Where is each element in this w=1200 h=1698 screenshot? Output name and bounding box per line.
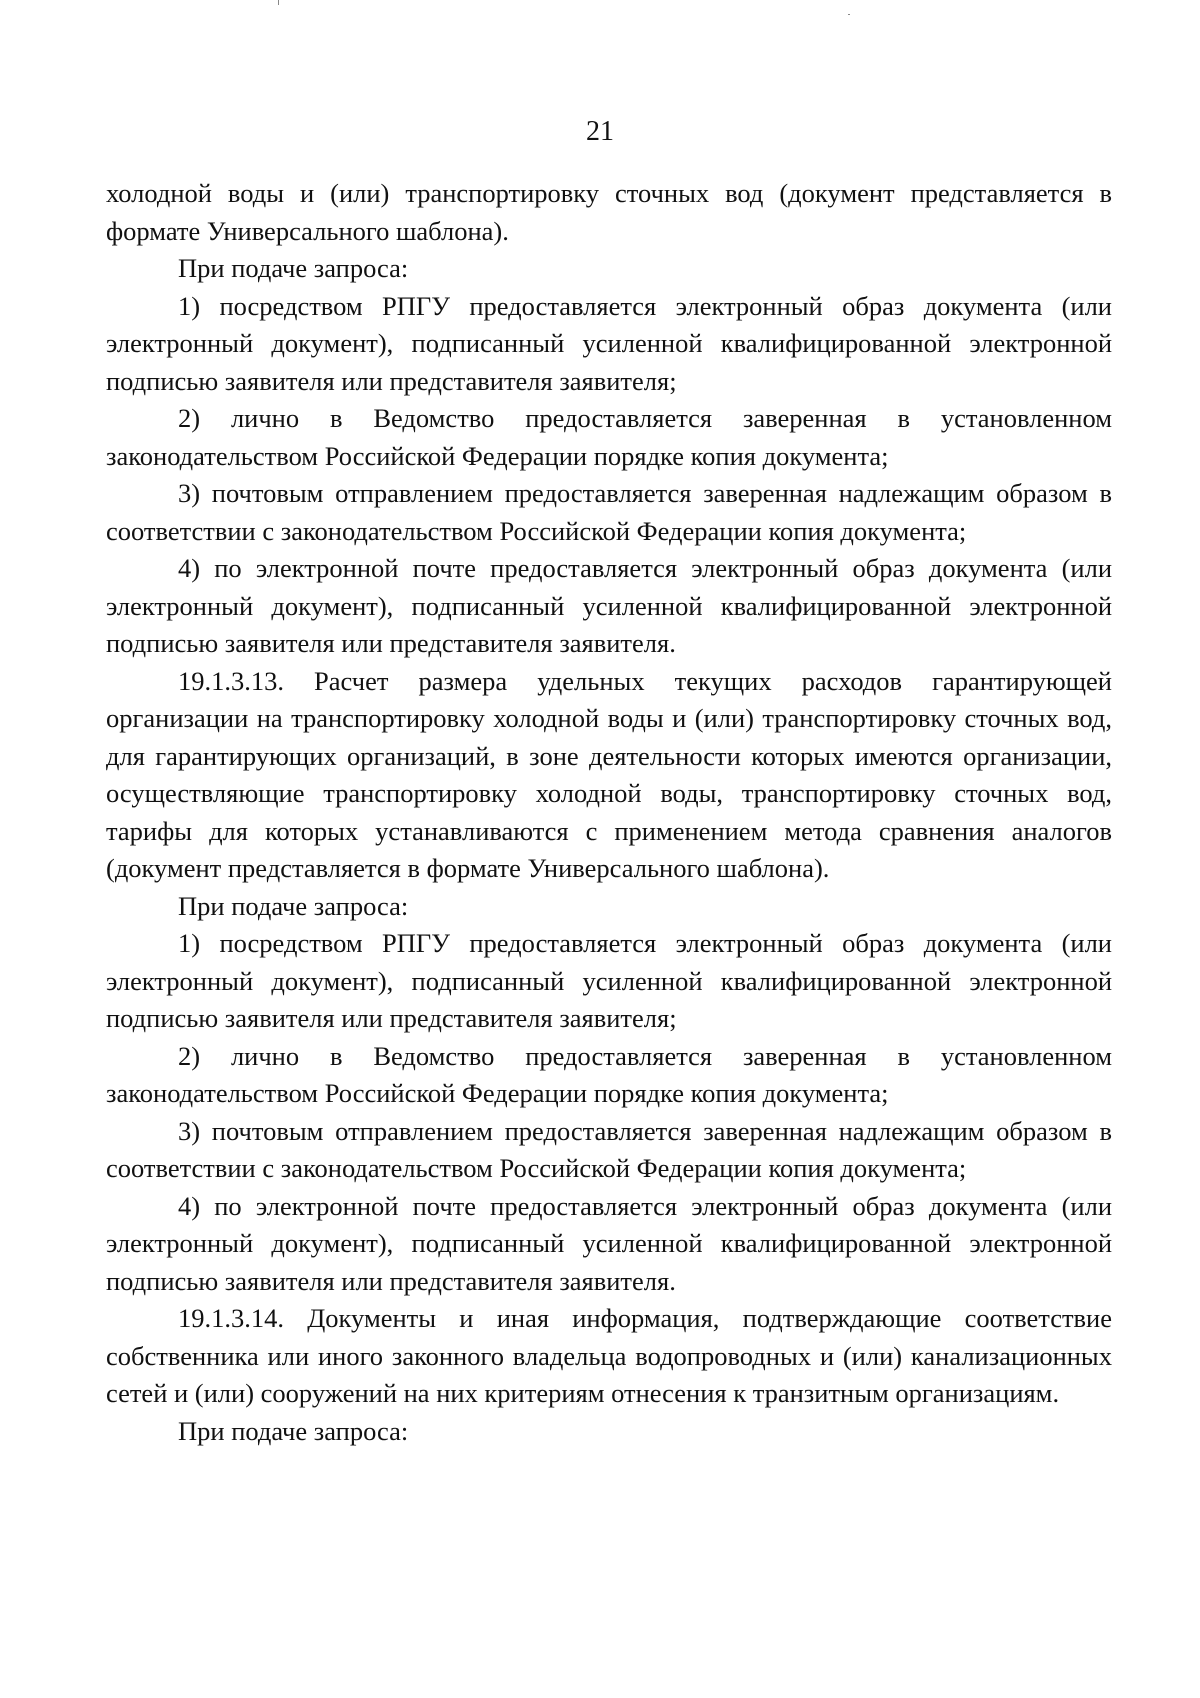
scan-artifact-dot: [848, 14, 850, 15]
section-19-1-3-13: 19.1.3.13. Расчет размера удельных текущих расходов гарантирующей организации на транспортировку холодной воды и (или) транспортировку сточных вод, для гарантирующих организаций, в зоне деятельности которых имеются организации, осуществляющие транспортировку холодной воды, транспортировку сточных вод, тарифы для которых устанавливаются с применением метода сравнения аналогов (документ представляется в формате Универсального шаблона).: [106, 665, 1112, 883]
list-item-email: 4) по электронной почте предоставляется электронный образ документа (или электронный документ), подписанный усиленной квалифицированной электронной подписью заявителя или представителя заявителя.: [106, 553, 1112, 658]
list-item-postal: 3) почтовым отправлением предоставляется заверенная надлежащим образом в соответствии с законодательством Российской Федерации копия документа;: [106, 1115, 1112, 1183]
page-number: 21: [586, 116, 614, 147]
paragraph-continuation: холодной воды и (или) транспортировку сточных вод (документ представляется в формате Универсального шаблона).: [106, 178, 1112, 246]
section-19-1-3-14: 19.1.3.14. Документы и иная информация, подтверждающие соответствие собственника или иного законного владельца водопроводных и (или) канализационных сетей и (или) сооружений на них критериям отнесения к транзитным организациям.: [106, 1303, 1112, 1408]
list-item-in-person: 2) лично в Ведомство предоставляется заверенная в установленном законодательством Российской Федерации порядке копия документа;: [106, 403, 1112, 471]
paragraph-request-heading: При подаче запроса:: [178, 253, 409, 283]
paragraph-request-heading: При подаче запроса:: [178, 890, 409, 921]
document-body: [106, 175, 1112, 1450]
scan-artifact-line: [278, 0, 279, 5]
list-item-email: 4) по электронной почте предоставляется электронный образ документа (или электронный документ), подписанный усиленной квалифицированной электронной подписью заявителя или представителя заявителя.: [106, 1190, 1112, 1296]
paragraph-request-heading: При подаче запроса:: [178, 1415, 409, 1446]
list-item-postal: 3) почтовым отправлением предоставляется заверенная надлежащим образом в соответствии с законодательством Российской Федерации копия документа;: [106, 478, 1112, 546]
list-item-in-person: 2) лично в Ведомство предоставляется заверенная в установленном законодательством Российской Федерации порядке копия документа;: [106, 1040, 1112, 1108]
list-item-rpgu: 1) посредством РПГУ предоставляется электронный образ документа (или электронный документ), подписанный усиленной квалифицированной электронной подписью заявителя или представителя заявителя;: [106, 928, 1112, 1033]
list-item-rpgu: 1) посредством РПГУ предоставляется электронный образ документа (или электронный документ), подписанный усиленной квалифицированной электронной подписью заявителя или представителя заявителя;: [106, 290, 1112, 396]
